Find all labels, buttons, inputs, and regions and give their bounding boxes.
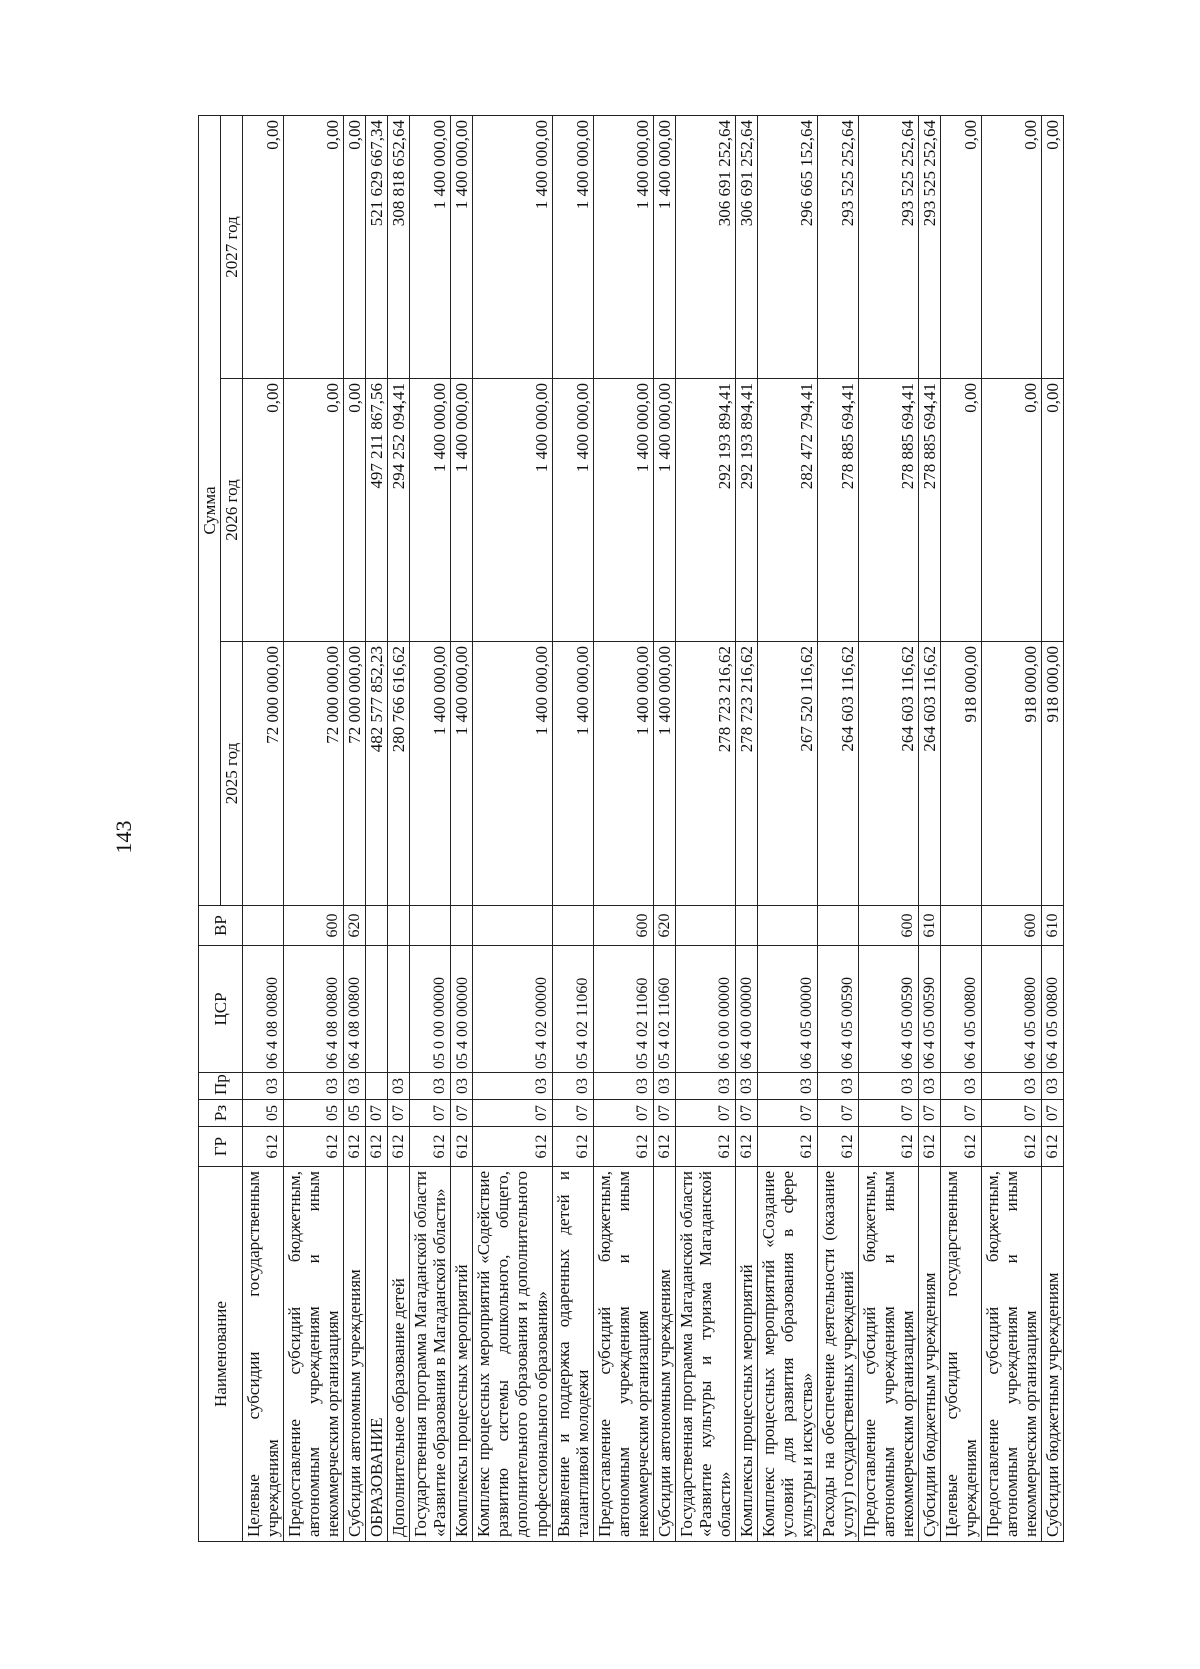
cell-name: Государственная программа Магаданской области «Развитие образования в Магаданской области»: [410, 1167, 451, 1542]
cell-2026: 0,00: [284, 379, 344, 642]
cell-2027: 0,00: [344, 116, 366, 379]
header-name: Наименование: [199, 1167, 243, 1542]
cell-2026: 1 400 000,00: [653, 379, 675, 642]
cell-pr: 03: [593, 1073, 653, 1100]
cell-2025: 278 723 216,62: [735, 642, 757, 906]
cell-2025: 264 603 116,62: [859, 642, 919, 906]
cell-name: Целевые субсидии государственным учреждениям: [243, 1167, 284, 1542]
cell-2025: 72 000 000,00: [243, 642, 284, 906]
table-row: [757, 116, 817, 1542]
cell-pr: 03: [817, 1073, 858, 1100]
cell-rz: 07: [735, 1100, 757, 1127]
cell-pr: 03: [675, 1073, 735, 1100]
cell-2025: 918 000,00: [1042, 642, 1064, 906]
rotated-table-container: [198, 116, 1118, 1542]
cell-rz: 07: [982, 1100, 1042, 1127]
cell-gr: 612: [593, 1127, 653, 1167]
header-sum: Сумма: [199, 116, 221, 906]
cell-name: Комплекс процессных мероприятий «Создание условий для развития образования в сфере культуры и искусства»: [757, 1167, 817, 1542]
cell-pr: 03: [284, 1073, 344, 1100]
page-number: 143: [111, 820, 136, 854]
cell-csr: [388, 946, 410, 1073]
cell-gr: 612: [344, 1127, 366, 1167]
cell-2027: 0,00: [284, 116, 344, 379]
cell-vr: 600: [284, 906, 344, 946]
cell-gr: 612: [243, 1127, 284, 1167]
cell-2027: 306 691 252,64: [675, 116, 735, 379]
cell-csr: 06 4 00 00000: [735, 946, 757, 1073]
cell-rz: 07: [366, 1100, 388, 1127]
cell-csr: 06 0 00 00000: [675, 946, 735, 1073]
cell-csr: 06 4 08 00800: [284, 946, 344, 1073]
cell-name: Комплексы процессных мероприятий: [451, 1167, 473, 1542]
cell-pr: 03: [735, 1073, 757, 1100]
table-row: [451, 116, 473, 1542]
table-row: [982, 116, 1042, 1542]
cell-csr: 06 4 08 00800: [243, 946, 284, 1073]
cell-2027: 1 400 000,00: [473, 116, 552, 379]
cell-pr: 03: [388, 1073, 410, 1100]
cell-2027: 293 525 252,64: [817, 116, 858, 379]
header-year-2026: 2026 год: [221, 379, 243, 642]
cell-pr: 03: [757, 1073, 817, 1100]
cell-2026: 278 885 694,41: [919, 379, 941, 642]
cell-gr: 612: [653, 1127, 675, 1167]
cell-2026: 1 400 000,00: [451, 379, 473, 642]
header-year-2027: 2027 год: [221, 116, 243, 379]
cell-pr: 03: [653, 1073, 675, 1100]
cell-vr: [735, 906, 757, 946]
cell-gr: 612: [410, 1127, 451, 1167]
cell-csr: 05 4 00 00000: [451, 946, 473, 1073]
cell-2027: 293 525 252,64: [919, 116, 941, 379]
cell-gr: 612: [451, 1127, 473, 1167]
table-row: [735, 116, 757, 1542]
cell-name: Субсидии бюджетным учреждениям: [1042, 1167, 1064, 1542]
cell-2025: 267 520 116,62: [757, 642, 817, 906]
cell-2025: 1 400 000,00: [653, 642, 675, 906]
cell-vr: [817, 906, 858, 946]
cell-2025: 1 400 000,00: [552, 642, 593, 906]
cell-gr: 612: [552, 1127, 593, 1167]
cell-vr: 600: [593, 906, 653, 946]
header-vr: ВР: [199, 906, 243, 946]
cell-rz: 07: [941, 1100, 982, 1127]
cell-name: Предоставление субсидий бюджетным, автономным учреждениям и иным некоммерческим организациям: [859, 1167, 919, 1542]
cell-2026: 0,00: [344, 379, 366, 642]
cell-2026: 1 400 000,00: [473, 379, 552, 642]
cell-2027: 0,00: [1042, 116, 1064, 379]
cell-2027: 1 400 000,00: [410, 116, 451, 379]
cell-2027: 1 400 000,00: [552, 116, 593, 379]
cell-pr: 03: [941, 1073, 982, 1100]
cell-name: Предоставление субсидий бюджетным, автономным учреждениям и иным некоммерческим организациям: [982, 1167, 1042, 1542]
cell-2027: 1 400 000,00: [653, 116, 675, 379]
cell-rz: 07: [919, 1100, 941, 1127]
table-row: [675, 116, 735, 1542]
cell-csr: 06 4 05 00590: [919, 946, 941, 1073]
cell-name: Комплекс процессных мероприятий «Содействие развитию системы дошкольного, общего, дополнительного образования и дополнительного профессионального образования»: [473, 1167, 552, 1542]
cell-rz: 07: [757, 1100, 817, 1127]
cell-name: Субсидии бюджетным учреждениям: [919, 1167, 941, 1542]
cell-gr: 612: [735, 1127, 757, 1167]
table-row: [552, 116, 593, 1542]
cell-pr: 03: [1042, 1073, 1064, 1100]
cell-pr: 03: [473, 1073, 552, 1100]
cell-vr: [675, 906, 735, 946]
table-row: [1042, 116, 1064, 1542]
cell-2027: 306 691 252,64: [735, 116, 757, 379]
cell-rz: 07: [817, 1100, 858, 1127]
table-row: [941, 116, 982, 1542]
cell-name: Субсидии автономным учреждениям: [653, 1167, 675, 1542]
header-pr: Пр: [199, 1073, 243, 1100]
table-row: [243, 116, 284, 1542]
cell-vr: 610: [919, 906, 941, 946]
cell-gr: 612: [919, 1127, 941, 1167]
cell-name: Предоставление субсидий бюджетным, автономным учреждениям и иным некоммерческим организациям: [284, 1167, 344, 1542]
cell-2026: 292 193 894,41: [735, 379, 757, 642]
header-year-2025: 2025 год: [221, 642, 243, 906]
cell-csr: 05 0 00 00000: [410, 946, 451, 1073]
table-row: [593, 116, 653, 1542]
cell-gr: 612: [284, 1127, 344, 1167]
cell-rz: 07: [388, 1100, 410, 1127]
cell-csr: 06 4 05 00000: [757, 946, 817, 1073]
cell-gr: 612: [473, 1127, 552, 1167]
cell-gr: 612: [941, 1127, 982, 1167]
cell-pr: 03: [859, 1073, 919, 1100]
cell-2027: 1 400 000,00: [593, 116, 653, 379]
cell-pr: 03: [243, 1073, 284, 1100]
cell-name: Дополнительное образование детей: [388, 1167, 410, 1542]
cell-rz: 07: [593, 1100, 653, 1127]
cell-name: Целевые субсидии государственным учреждениям: [941, 1167, 982, 1542]
cell-vr: [243, 906, 284, 946]
cell-2026: 0,00: [1042, 379, 1064, 642]
cell-rz: 07: [1042, 1100, 1064, 1127]
cell-name: Государственная программа Магаданской области «Развитие культуры и туризма Магаданской области»: [675, 1167, 735, 1542]
cell-vr: [941, 906, 982, 946]
cell-2026: 294 252 094,41: [388, 379, 410, 642]
cell-csr: 06 4 05 00590: [817, 946, 858, 1073]
cell-gr: 612: [388, 1127, 410, 1167]
cell-vr: [451, 906, 473, 946]
cell-vr: [366, 906, 388, 946]
cell-rz: 05: [344, 1100, 366, 1127]
cell-rz: 07: [451, 1100, 473, 1127]
cell-rz: 07: [410, 1100, 451, 1127]
cell-gr: 612: [859, 1127, 919, 1167]
cell-csr: 06 4 05 00590: [859, 946, 919, 1073]
cell-2026: 282 472 794,41: [757, 379, 817, 642]
cell-csr: 06 4 05 00800: [941, 946, 982, 1073]
cell-2025: 482 577 852,23: [366, 642, 388, 906]
cell-csr: [366, 946, 388, 1073]
cell-gr: 612: [675, 1127, 735, 1167]
cell-2027: 0,00: [982, 116, 1042, 379]
cell-name: Предоставление субсидий бюджетным, автономным учреждениям и иным некоммерческим организациям: [593, 1167, 653, 1542]
table-row: [388, 116, 410, 1542]
cell-rz: 07: [552, 1100, 593, 1127]
cell-rz: 07: [653, 1100, 675, 1127]
cell-csr: 06 4 05 00800: [1042, 946, 1064, 1073]
cell-vr: [388, 906, 410, 946]
header-gr: ГР: [199, 1127, 243, 1167]
cell-name: Выявление и поддержка одаренных детей и талантливой молодежи: [552, 1167, 593, 1542]
cell-pr: [366, 1073, 388, 1100]
cell-name: Расходы на обеспечение деятельности (оказание услуг) государственных учреждений: [817, 1167, 858, 1542]
cell-pr: 03: [410, 1073, 451, 1100]
cell-name: Субсидии автономным учреждениям: [344, 1167, 366, 1542]
cell-2025: 918 000,00: [941, 642, 982, 906]
cell-vr: 600: [982, 906, 1042, 946]
cell-2027: 308 818 652,64: [388, 116, 410, 379]
cell-2026: 1 400 000,00: [593, 379, 653, 642]
cell-2026: 497 211 867,56: [366, 379, 388, 642]
cell-csr: 05 4 02 11060: [653, 946, 675, 1073]
cell-name: ОБРАЗОВАНИЕ: [366, 1167, 388, 1542]
table-row: [366, 116, 388, 1542]
cell-vr: [552, 906, 593, 946]
cell-vr: [410, 906, 451, 946]
cell-2025: 1 400 000,00: [451, 642, 473, 906]
table-body: [243, 116, 1064, 1542]
cell-2025: 72 000 000,00: [284, 642, 344, 906]
budget-table: [198, 115, 1064, 1542]
cell-pr: 03: [552, 1073, 593, 1100]
table-row: [410, 116, 451, 1542]
cell-2026: 0,00: [941, 379, 982, 642]
cell-2025: 280 766 616,62: [388, 642, 410, 906]
table-row: [859, 116, 919, 1542]
cell-2027: 1 400 000,00: [451, 116, 473, 379]
cell-2026: 0,00: [243, 379, 284, 642]
cell-rz: 07: [473, 1100, 552, 1127]
cell-gr: 612: [757, 1127, 817, 1167]
cell-2025: 264 603 116,62: [817, 642, 858, 906]
cell-csr: 06 4 08 00800: [344, 946, 366, 1073]
cell-vr: 610: [1042, 906, 1064, 946]
cell-csr: 05 4 02 11060: [552, 946, 593, 1073]
cell-2026: 292 193 894,41: [675, 379, 735, 642]
cell-vr: 620: [653, 906, 675, 946]
cell-2025: 72 000 000,00: [344, 642, 366, 906]
cell-rz: 05: [284, 1100, 344, 1127]
cell-pr: 03: [451, 1073, 473, 1100]
cell-2027: 0,00: [941, 116, 982, 379]
cell-2025: 278 723 216,62: [675, 642, 735, 906]
cell-2027: 0,00: [243, 116, 284, 379]
cell-csr: 06 4 05 00800: [982, 946, 1042, 1073]
table-row: [653, 116, 675, 1542]
cell-rz: 07: [675, 1100, 735, 1127]
table-row: [284, 116, 344, 1542]
cell-pr: 03: [344, 1073, 366, 1100]
cell-pr: 03: [919, 1073, 941, 1100]
cell-vr: 620: [344, 906, 366, 946]
table-row: [344, 116, 366, 1542]
cell-rz: 05: [243, 1100, 284, 1127]
cell-pr: 03: [982, 1073, 1042, 1100]
cell-2027: 296 665 152,64: [757, 116, 817, 379]
cell-gr: 612: [982, 1127, 1042, 1167]
table-row: [473, 116, 552, 1542]
cell-csr: 05 4 02 00000: [473, 946, 552, 1073]
cell-rz: 07: [859, 1100, 919, 1127]
cell-vr: 600: [859, 906, 919, 946]
header-row-1: [199, 116, 221, 1542]
header-rz: Рз: [199, 1100, 243, 1127]
header-csr: ЦСР: [199, 946, 243, 1073]
cell-2026: 278 885 694,41: [817, 379, 858, 642]
cell-2026: 0,00: [982, 379, 1042, 642]
cell-csr: 05 4 02 11060: [593, 946, 653, 1073]
cell-vr: [757, 906, 817, 946]
cell-2025: 1 400 000,00: [593, 642, 653, 906]
cell-gr: 612: [817, 1127, 858, 1167]
cell-2026: 1 400 000,00: [552, 379, 593, 642]
table-row: [919, 116, 941, 1542]
cell-name: Комплексы процессных мероприятий: [735, 1167, 757, 1542]
cell-gr: 612: [366, 1127, 388, 1167]
cell-2025: 1 400 000,00: [410, 642, 451, 906]
cell-2027: 293 525 252,64: [859, 116, 919, 379]
cell-vr: [473, 906, 552, 946]
cell-2025: 918 000,00: [982, 642, 1042, 906]
cell-2025: 1 400 000,00: [473, 642, 552, 906]
cell-2025: 264 603 116,62: [919, 642, 941, 906]
cell-2026: 1 400 000,00: [410, 379, 451, 642]
table-row: [817, 116, 858, 1542]
cell-2026: 278 885 694,41: [859, 379, 919, 642]
cell-gr: 612: [1042, 1127, 1064, 1167]
cell-2027: 521 629 667,34: [366, 116, 388, 379]
